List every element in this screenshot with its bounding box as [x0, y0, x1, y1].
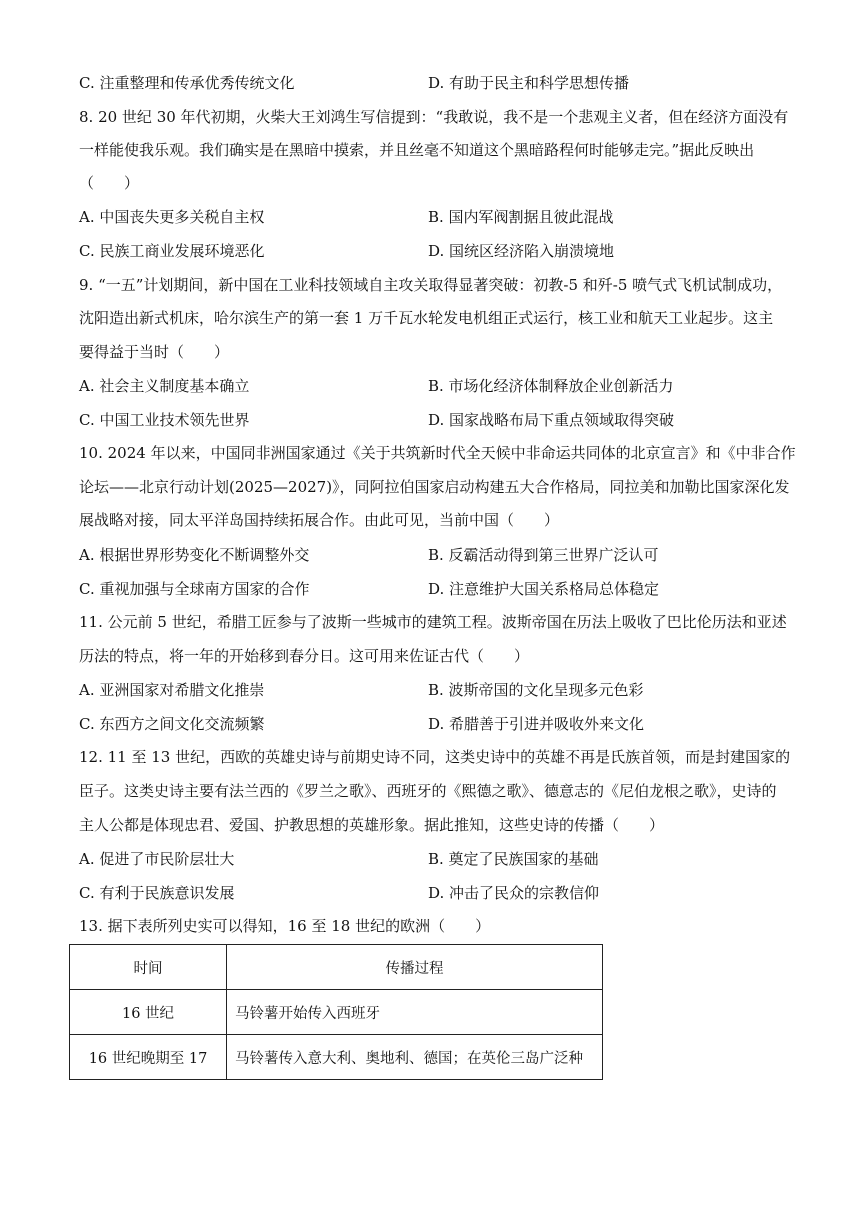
q12-stem-line-1: 12. 11 至 13 世纪，西欧的英雄史诗与前期史诗不同，这类史诗中的英雄不再是氏族首领，而是封建国家的: [79, 748, 791, 766]
q10-stem-line-1: 10. 2024 年以来，中国同非洲国家通过《关于共筑新时代全天候中非命运共同体的北京宣言》和《中非合作: [79, 444, 796, 462]
q8-option-a: A. 中国丧失更多关税自主权: [79, 208, 265, 226]
q8-stem-line-2: 一样能使我乐观。我们确实是在黑暗中摸索，并且丝毫不知道这个黑暗路程何时能够走完。”据此反映出: [79, 141, 755, 159]
q12-stem-line-3: 主人公都是体现忠君、爱国、护教思想的英雄形象。据此推知，这些史诗的传播（ ）: [79, 816, 665, 834]
q10-option-c: C. 重视加强与全球南方国家的合作: [79, 580, 310, 598]
q7-option-d: D. 有助于民主和科学思想传播: [428, 74, 630, 92]
q12-option-c: C. 有利于民族意识发展: [79, 884, 235, 902]
q10-stem-line-3: 展战略对接，同太平洋岛国持续拓展合作。由此可见，当前中国（ ）: [79, 511, 560, 529]
table-cell-process: 马铃薯开始传入西班牙: [227, 990, 603, 1035]
q7-option-c: C. 注重整理和传承优秀传统文化: [79, 74, 295, 92]
table-row: [70, 1035, 603, 1080]
q8-stem-line-3: （ ）: [79, 174, 140, 192]
table-header-row: [70, 945, 603, 990]
q9-option-b: B. 市场化经济体制释放企业创新活力: [428, 377, 674, 395]
q9-stem-line-1: 9. “一五”计划期间，新中国在工业科技领域自主攻关取得显著突破：初教-5 和歼-5 喷气式飞机试制成功，: [79, 276, 783, 294]
q12-stem-line-2: 臣子。这类史诗主要有法兰西的《罗兰之歌》、西班牙的《熙德之歌》、德意志的《尼伯龙根之歌》，史诗的: [79, 782, 777, 800]
q9-option-c: C. 中国工业技术领先世界: [79, 411, 250, 429]
table-cell-time: 16 世纪: [70, 990, 227, 1035]
q11-stem-line-2: 历法的特点，将一年的开始移到春分日。这可用来佐证古代（ ）: [79, 647, 530, 665]
q8-option-b: B. 国内军阀割据且彼此混战: [428, 208, 614, 226]
q8-option-d: D. 国统区经济陷入崩溃境地: [428, 242, 615, 260]
q10-stem-line-2: 论坛——北京行动计划(2025—2027)》，同阿拉伯国家启动构建五大合作格局，同拉美和加勒比国家深化发: [79, 478, 790, 496]
q11-option-d: D. 希腊善于引进并吸收外来文化: [428, 715, 645, 733]
q9-option-d: D. 国家战略布局下重点领域取得突破: [428, 411, 675, 429]
q10-option-b: B. 反霸活动得到第三世界广泛认可: [428, 546, 659, 564]
table-header-time: 时间: [70, 945, 227, 990]
q8-option-c: C. 民族工商业发展环境恶化: [79, 242, 265, 260]
q11-option-c: C. 东西方之间文化交流频繁: [79, 715, 265, 733]
table-cell-time: 16 世纪晚期至 17: [70, 1035, 227, 1080]
q10-option-a: A. 根据世界形势变化不断调整外交: [79, 546, 310, 564]
q13-table: [69, 944, 603, 1080]
table-row: [70, 990, 603, 1035]
q9-option-a: A. 社会主义制度基本确立: [79, 377, 250, 395]
q9-stem-line-2: 沈阳造出新式机床，哈尔滨生产的第一套 1 万千瓦水轮发电机组正式运行，核工业和航天工业起步。这主: [79, 309, 774, 327]
q9-stem-line-3: 要得益于当时（ ）: [79, 343, 230, 361]
q11-option-a: A. 亚洲国家对希腊文化推崇: [79, 681, 265, 699]
q10-option-d: D. 注意维护大国关系格局总体稳定: [428, 580, 660, 598]
q8-stem-line-1: 8. 20 世纪 30 年代初期，火柴大王刘鸿生写信提到：“我敢说，我不是一个悲观主义者，但在经济方面没有: [79, 108, 789, 126]
q12-option-a: A. 促进了市民阶层壮大: [79, 850, 235, 868]
table-header-process: 传播过程: [227, 945, 603, 990]
q13-stem: 13. 据下表所列史实可以得知，16 至 18 世纪的欧洲（ ）: [79, 917, 491, 935]
q11-stem-line-1: 11. 公元前 5 世纪，希腊工匠参与了波斯一些城市的建筑工程。波斯帝国在历法上吸收了巴比伦历法和亚述: [79, 613, 787, 631]
q12-option-b: B. 奠定了民族国家的基础: [428, 850, 599, 868]
q11-option-b: B. 波斯帝国的文化呈现多元色彩: [428, 681, 644, 699]
table-cell-process: 马铃薯传入意大利、奥地利、德国；在英伦三岛广泛种: [227, 1035, 603, 1080]
q12-option-d: D. 冲击了民众的宗教信仰: [428, 884, 600, 902]
